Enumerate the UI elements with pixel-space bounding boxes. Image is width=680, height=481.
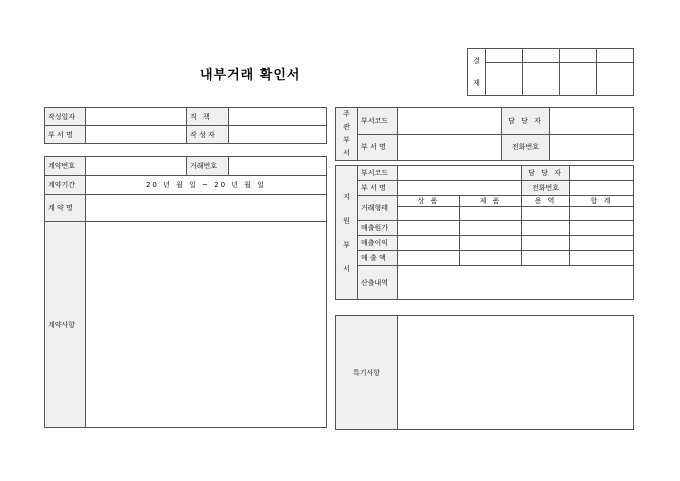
profit-goods-cell[interactable] <box>398 236 460 251</box>
contract-no-field[interactable] <box>86 157 187 176</box>
column-header-products: 제 품 <box>460 196 522 207</box>
sales-total-cell[interactable] <box>570 251 634 266</box>
approval-sign-cell[interactable] <box>523 63 560 96</box>
sales-goods-cell[interactable] <box>398 251 460 266</box>
support-dept-name-field[interactable] <box>398 181 522 196</box>
main-dept-name-field[interactable] <box>398 134 502 161</box>
contract-info-table <box>44 156 327 428</box>
main-dept-manager-label: 담 당 자 <box>502 108 550 135</box>
dept-name-label: 부 서 명 <box>45 126 86 144</box>
position-label: 직 책 <box>187 108 229 126</box>
profit-total-cell[interactable] <box>570 236 634 251</box>
special-notes-label: 특기사항 <box>336 316 398 430</box>
column-header-services: 용 역 <box>522 196 570 207</box>
cost-of-sales-label: 매출원가 <box>358 221 398 236</box>
contract-no-label: 계약번호 <box>45 157 86 176</box>
support-dept-table <box>335 165 634 300</box>
column-header-goods: 상 품 <box>398 196 460 207</box>
support-dept-name-label: 부 서 명 <box>358 181 398 196</box>
position-field[interactable] <box>229 108 327 126</box>
contract-period-field[interactable]: 20 년 월 일 ~ 20 년 월 일 <box>86 176 327 195</box>
calculation-details-field[interactable] <box>398 266 634 300</box>
trade-type-total-cell[interactable] <box>570 207 634 221</box>
support-dept-manager-field[interactable] <box>570 166 634 181</box>
write-date-field[interactable] <box>86 108 187 126</box>
trade-no-field[interactable] <box>229 157 327 176</box>
cost-goods-cell[interactable] <box>398 221 460 236</box>
contract-period-label: 계약기간 <box>45 176 86 195</box>
approval-sign-cell[interactable] <box>560 63 597 96</box>
main-dept-manager-field[interactable] <box>550 108 634 135</box>
approval-label: 결 재 <box>468 49 486 96</box>
contract-name-field[interactable] <box>86 195 327 222</box>
gross-profit-label: 매출이익 <box>358 236 398 251</box>
support-dept-code-field[interactable] <box>398 166 522 181</box>
trade-no-label: 거래번호 <box>187 157 229 176</box>
main-dept-phone-label: 전화번호 <box>502 134 550 161</box>
dept-name-field[interactable] <box>86 126 187 144</box>
sales-services-cell[interactable] <box>522 251 570 266</box>
support-dept-side-label: 지 원 부 서 <box>336 166 358 300</box>
contract-details-field[interactable] <box>86 222 327 428</box>
author-info-table <box>44 107 327 144</box>
approval-title-cell[interactable] <box>597 49 634 63</box>
main-dept-table <box>335 107 634 161</box>
main-dept-code-label: 부서코드 <box>358 108 398 135</box>
document-title: 내부거래 확인서 <box>200 68 301 83</box>
approval-title-cell[interactable] <box>560 49 597 63</box>
cost-total-cell[interactable] <box>570 221 634 236</box>
support-dept-phone-label: 전화번호 <box>522 181 570 196</box>
contract-details-label: 계약사항 <box>45 222 86 428</box>
main-dept-side-label: 주관 부서 <box>336 108 358 161</box>
main-dept-code-field[interactable] <box>398 108 502 135</box>
support-dept-phone-field[interactable] <box>570 181 634 196</box>
writer-field[interactable] <box>229 126 327 144</box>
trade-type-services-cell[interactable] <box>522 207 570 221</box>
approval-table <box>467 48 634 96</box>
column-header-total: 합 계 <box>570 196 634 207</box>
trade-type-goods-cell[interactable] <box>398 207 460 221</box>
approval-title-cell[interactable] <box>486 49 523 63</box>
writer-label: 작 성 자 <box>187 126 229 144</box>
cost-products-cell[interactable] <box>460 221 522 236</box>
calculation-details-label: 산출내역 <box>358 266 398 300</box>
approval-sign-cell[interactable] <box>597 63 634 96</box>
profit-services-cell[interactable] <box>522 236 570 251</box>
sales-amount-label: 매 출 액 <box>358 251 398 266</box>
main-dept-name-label: 부 서 명 <box>358 134 398 161</box>
special-notes-field[interactable] <box>398 316 634 430</box>
trade-type-products-cell[interactable] <box>460 207 522 221</box>
profit-products-cell[interactable] <box>460 236 522 251</box>
approval-title-cell[interactable] <box>523 49 560 63</box>
sales-products-cell[interactable] <box>460 251 522 266</box>
contract-name-label: 계 약 명 <box>45 195 86 222</box>
trade-type-label: 거래형태 <box>358 196 398 221</box>
support-dept-manager-label: 담 당 자 <box>522 166 570 181</box>
support-dept-code-label: 부서코드 <box>358 166 398 181</box>
approval-sign-cell[interactable] <box>486 63 523 96</box>
cost-services-cell[interactable] <box>522 221 570 236</box>
main-dept-phone-field[interactable] <box>550 134 634 161</box>
write-date-label: 작성일자 <box>45 108 86 126</box>
special-notes-table <box>335 315 634 430</box>
